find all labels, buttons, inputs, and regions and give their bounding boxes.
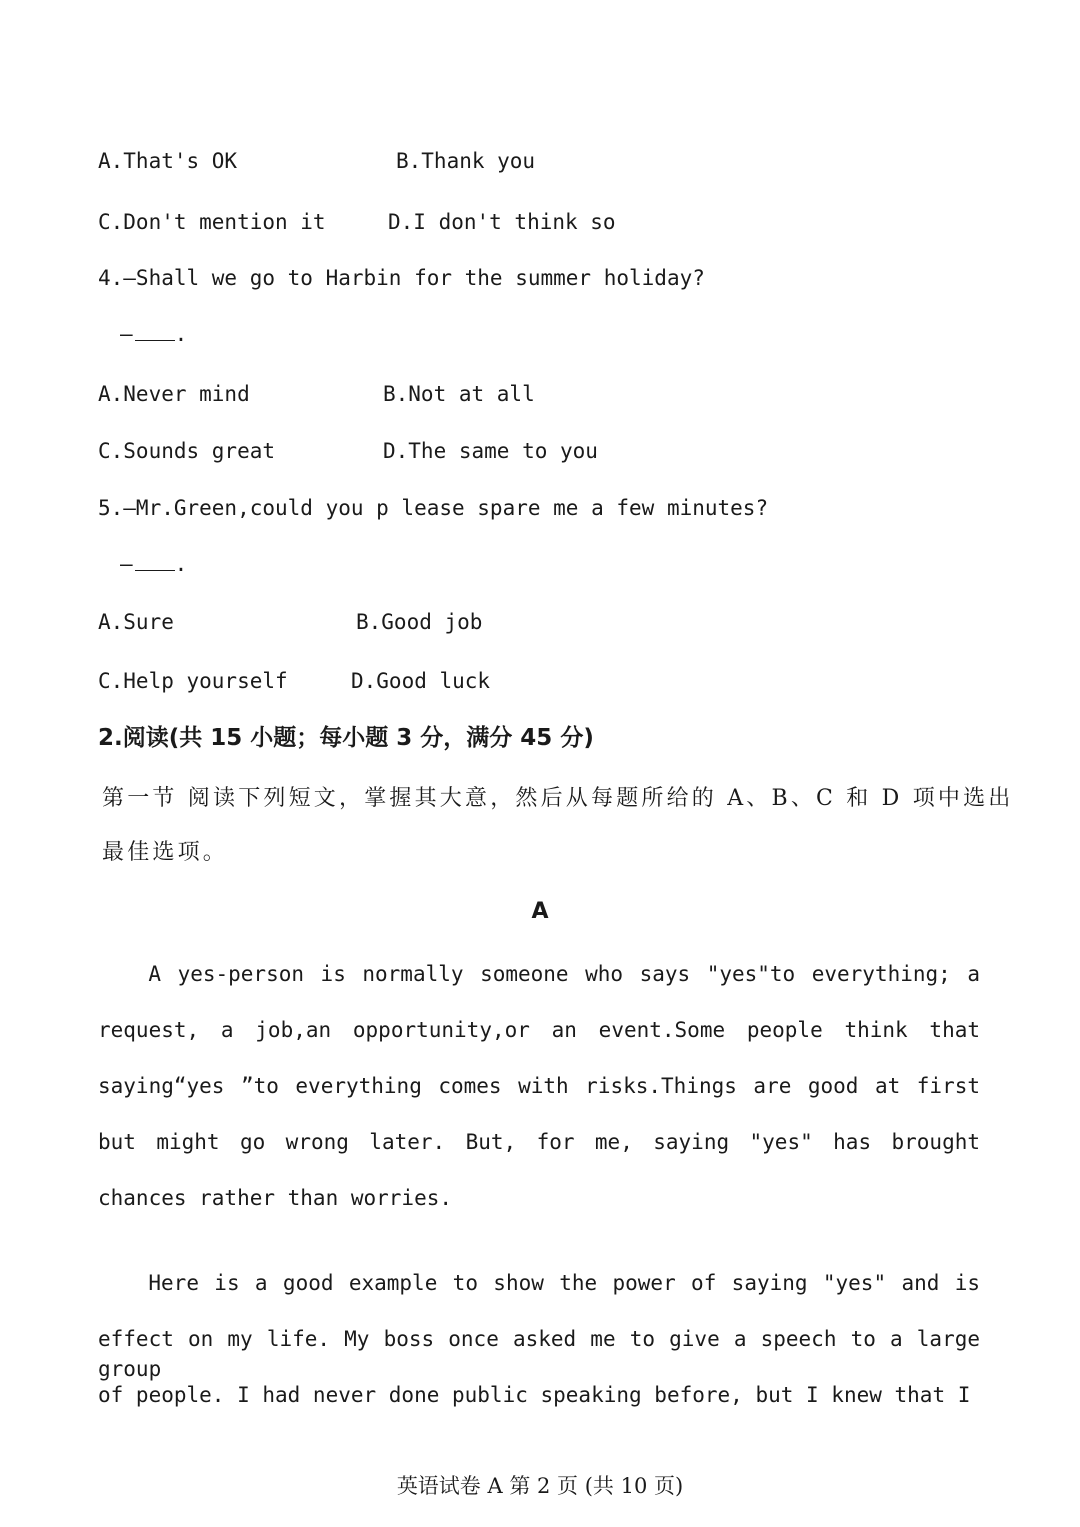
q5-reply-dash: — (120, 552, 133, 576)
passage-p2-line-2: effect on my life. My boss once asked me to give a speech to a large group (98, 1327, 980, 1381)
q4-reply-end: . (174, 322, 188, 346)
q5-stem: 5.—Mr.Green,could you p lease spare me a few minutes? (98, 496, 769, 520)
passage-p1-line-5: chances rather than worries. (98, 1186, 453, 1210)
q5-option-c: C.Help yourself (98, 669, 288, 693)
section-instruction-line-1: 第一节 阅读下列短文，掌握其大意，然后从每题所给的 A、B、C 和 D 项中选出 (102, 786, 1014, 811)
q4-option-c: C.Sounds great (98, 439, 276, 463)
q3-option-c: C.Don't mention it (98, 210, 326, 234)
q5-reply (120, 549, 187, 579)
q5-option-a: A.Sure (98, 610, 174, 634)
passage-p1-line-3: saying“yes ”to everything comes with risks.Things are good at first (98, 1074, 980, 1098)
q4-answer-blank (135, 322, 175, 341)
section-instruction-line-2: 最佳选项。 (102, 840, 229, 865)
q4-option-d: D.The same to you (383, 439, 598, 463)
q5-answer-blank (135, 552, 175, 571)
q5-option-b: B.Good job (356, 610, 483, 634)
passage-title: A (531, 899, 549, 924)
q3-option-b: B.Thank you (396, 149, 536, 173)
q4-reply-dash: — (120, 322, 133, 346)
q3-option-a: A.That's OK (98, 149, 238, 173)
q4-option-b: B.Not at all (383, 382, 535, 406)
q5-reply-end: . (174, 552, 188, 576)
q5-option-d: D.Good luck (351, 669, 491, 693)
passage-p2-line-3: of people. I had never done public speaking before, but I knew that I (98, 1383, 971, 1407)
passage-p1-line-4: but might go wrong later. But, for me, saying "yes" has brought (98, 1130, 980, 1154)
q3-option-d: D.I don't think so (388, 210, 616, 234)
passage-p1-line-1: A yes-person is normally someone who says "yes"to everything; a (148, 962, 980, 986)
passage-p2-line-1: Here is a good example to show the power of saying "yes" and is (148, 1271, 980, 1295)
q4-reply (120, 319, 187, 349)
section-title: 2.阅读(共 15 小题；每小题 3 分，满分 45 分) (98, 725, 594, 751)
page-footer: 英语试卷 A 第 2 页 (共 10 页) (396, 1474, 684, 1498)
q4-stem: 4.—Shall we go to Harbin for the summer holiday? (98, 266, 705, 290)
passage-p1-line-2: request, a job,an opportunity,or an event.Some people think that (98, 1018, 980, 1042)
q4-option-a: A.Never mind (98, 382, 250, 406)
